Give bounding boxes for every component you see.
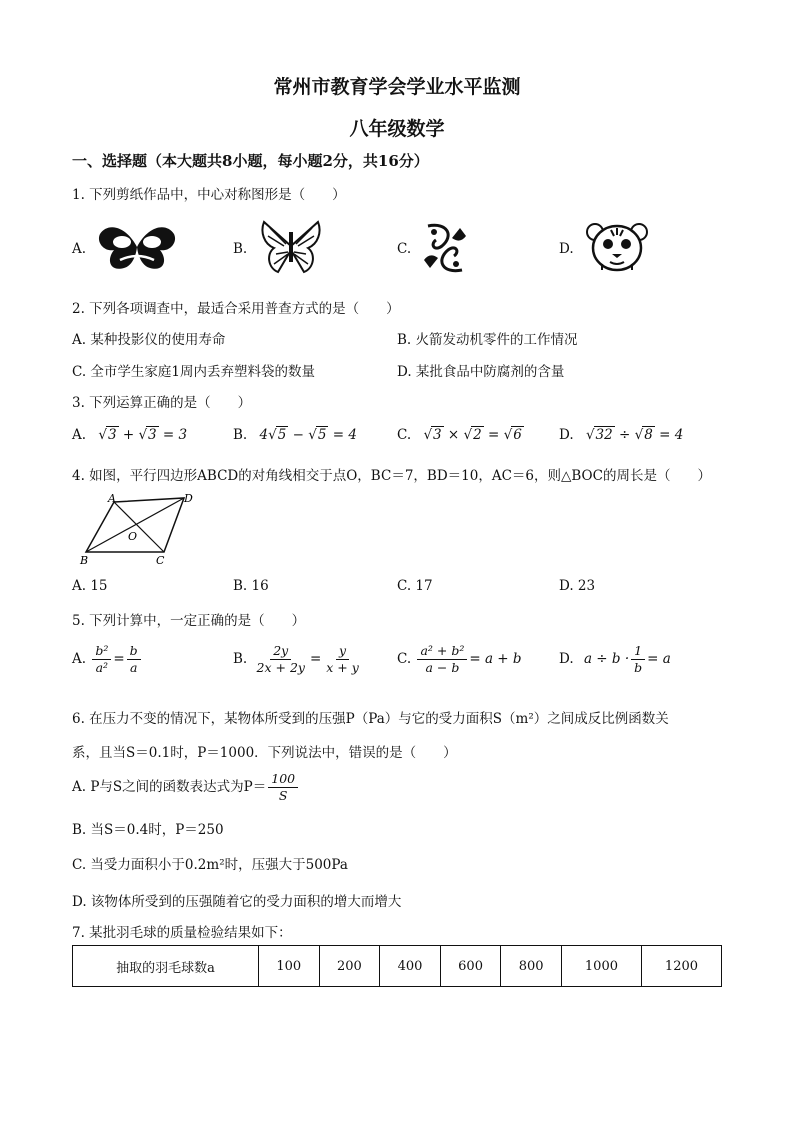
- q5-a-rhs-denominator: a: [129, 660, 138, 675]
- q3-stem: 3. 下列运算正确的是（ ）: [72, 395, 252, 411]
- q5-option-c: [397, 643, 522, 676]
- q5-c-denominator: a − b: [425, 660, 460, 675]
- q3-c-rad1: 3: [433, 427, 442, 443]
- q3-b-coef: 4: [259, 427, 269, 443]
- q5-d-lhs: a ÷ b ·: [583, 651, 630, 667]
- figure-label-b: B: [80, 554, 89, 567]
- q5-a-denominator: a²: [95, 660, 109, 675]
- table-header-cell: 抽取的羽毛球数a: [73, 946, 259, 987]
- q6-a-numerator: 100: [268, 771, 298, 788]
- figure-label-a: A: [108, 492, 116, 505]
- q5-d-rhs: = a: [647, 651, 671, 667]
- q3-label-b: B.: [233, 427, 248, 443]
- q3-b-rad1: 5: [277, 427, 287, 443]
- table-cell: 100: [259, 946, 320, 987]
- butterfly-icon: [258, 218, 324, 276]
- table-cell: 400: [380, 946, 441, 987]
- q7-table: [72, 945, 722, 987]
- q3-d-rad2: 8: [644, 427, 653, 443]
- q1-stem: 1. 下列剪纸作品中，中心对称图形是（ ）: [72, 187, 346, 203]
- q3-label-c: C.: [397, 427, 412, 443]
- exam-subtitle: 八年级数学: [349, 118, 445, 140]
- table-cell: 800: [501, 946, 562, 987]
- table-cell: 1000: [561, 946, 641, 987]
- q4-option-a: A. 15: [72, 578, 108, 594]
- q5-option-a: A. $\frac{\text{b²}}{\text{a²}}$ = $\frac{b}{a}$: [72, 643, 143, 676]
- q6-option-a: [72, 771, 300, 804]
- q5-a-numerator: b²: [92, 643, 111, 660]
- q3-b-rad2: 5: [317, 427, 327, 443]
- q6-a-denominator: S: [278, 788, 288, 803]
- tiger-face-icon: [584, 220, 650, 274]
- q2-stem: 2. 下列各项调查中，最适合采用普查方式的是（ ）: [72, 301, 400, 317]
- q5-option-d: [559, 643, 671, 676]
- q5-b-numerator: 2y: [270, 643, 291, 660]
- q3-a-rad2: 3: [148, 427, 157, 443]
- table-row: [73, 946, 722, 987]
- q2-option-c: C. 全市学生家庭1周内丢弃塑料袋的数量: [72, 364, 316, 380]
- q5-label-c: C.: [397, 651, 412, 667]
- butterfly-mask-icon: [96, 220, 178, 274]
- q5-label-b: B.: [233, 651, 248, 667]
- q1-label-c: C.: [397, 241, 412, 257]
- q3-c-rad3: 6: [513, 427, 522, 443]
- q1-label-b: B.: [233, 241, 248, 257]
- exam-title: 常州市教育学会学业水平监测: [273, 76, 521, 98]
- q4-option-d: D. 23: [559, 578, 596, 594]
- q1-label-a: A.: [72, 241, 87, 257]
- q6-option-d: D. 该物体所受到的压强随着它的受力面积的增大而增大: [72, 894, 402, 910]
- q3-a-rad1: 3: [107, 427, 117, 443]
- q5-b-rhs-numerator: y: [336, 643, 349, 660]
- q7-stem: 7. 某批羽毛球的质量检验结果如下：: [72, 925, 292, 941]
- q6-option-b: B. 当S＝0.4时，P＝250: [72, 822, 224, 838]
- q6-stem-line1: 6. 在压力不变的情况下，某物体所受到的压强P（Pa）与它的受力面积S（m²）之间成反比例函数关: [72, 711, 669, 727]
- q6-option-a-text: A. P与S之间的函数表达式为P＝: [72, 779, 267, 795]
- q2-option-a: A. 某种投影仪的使用寿命: [72, 332, 226, 348]
- q3-option-a: A. √3 + √3 = 3: [72, 427, 188, 443]
- q5-c-numerator: a² + b²: [417, 643, 467, 660]
- q3-option-d: D. √32 ÷ √8 = 4: [559, 427, 684, 443]
- table-cell: 1200: [641, 946, 721, 987]
- q2-option-b: B. 火箭发动机零件的工作情况: [397, 332, 578, 348]
- q5-d-denominator: b: [634, 660, 643, 675]
- q5-label-d: D.: [559, 651, 574, 667]
- q4-option-b: B. 16: [233, 578, 269, 594]
- parallelogram-figure: [76, 490, 196, 568]
- q4-option-c: C. 17: [397, 578, 433, 594]
- table-cell: 200: [319, 946, 380, 987]
- q3-option-b: B. 4√5 − √5 = 4: [233, 427, 357, 443]
- q5-d-numerator: 1: [631, 643, 645, 660]
- q5-a-rhs-numerator: b: [127, 643, 141, 660]
- q5-b-denominator: 2x + 2y: [256, 660, 305, 675]
- q3-d-result: 4: [674, 427, 684, 443]
- q5-option-b: B. $\frac{2y}{2x + 2y}$ = $\frac{y}{x + y}$: [233, 643, 364, 676]
- q3-a-result: 3: [178, 427, 188, 443]
- section-heading: 一、选择题（本大题共8小题，每小题2分，共16分）: [72, 152, 429, 170]
- q4-stem: 4. 如图，平行四边形ABCD的对角线相交于点O，BC＝7，BD＝10，AC＝6，则△BOC的周长是（ ）: [72, 468, 711, 484]
- q3-label-d: D.: [559, 427, 574, 443]
- q3-option-c: C. √3 × √2 = √6: [397, 427, 522, 443]
- q1-label-d: D.: [559, 241, 574, 257]
- q6-option-c: C. 当受力面积小于0.2m²时，压强大于500Pa: [72, 857, 348, 873]
- figure-label-o: O: [128, 530, 138, 543]
- q3-d-rad1: 32: [595, 427, 613, 443]
- q2-option-d: D. 某批食品中防腐剂的含量: [397, 364, 565, 380]
- q3-c-rad2: 2: [473, 427, 482, 443]
- figure-label-d: D: [184, 492, 193, 505]
- q5-label-a: A.: [72, 651, 87, 667]
- twin-fish-icon: [420, 220, 470, 276]
- q5-stem: 5. 下列计算中，一定正确的是（ ）: [72, 613, 306, 629]
- q3-b-result: 4: [348, 427, 357, 443]
- q5-b-rhs-denominator: x + y: [326, 660, 359, 675]
- table-cell: 600: [440, 946, 501, 987]
- figure-label-c: C: [156, 554, 165, 567]
- q3-label-a: A.: [72, 427, 87, 443]
- q6-stem-line2: 系，且当S＝0.1时，P＝1000．下列说法中，错误的是（ ）: [72, 745, 457, 761]
- q5-c-rhs: = a + b: [469, 651, 522, 667]
